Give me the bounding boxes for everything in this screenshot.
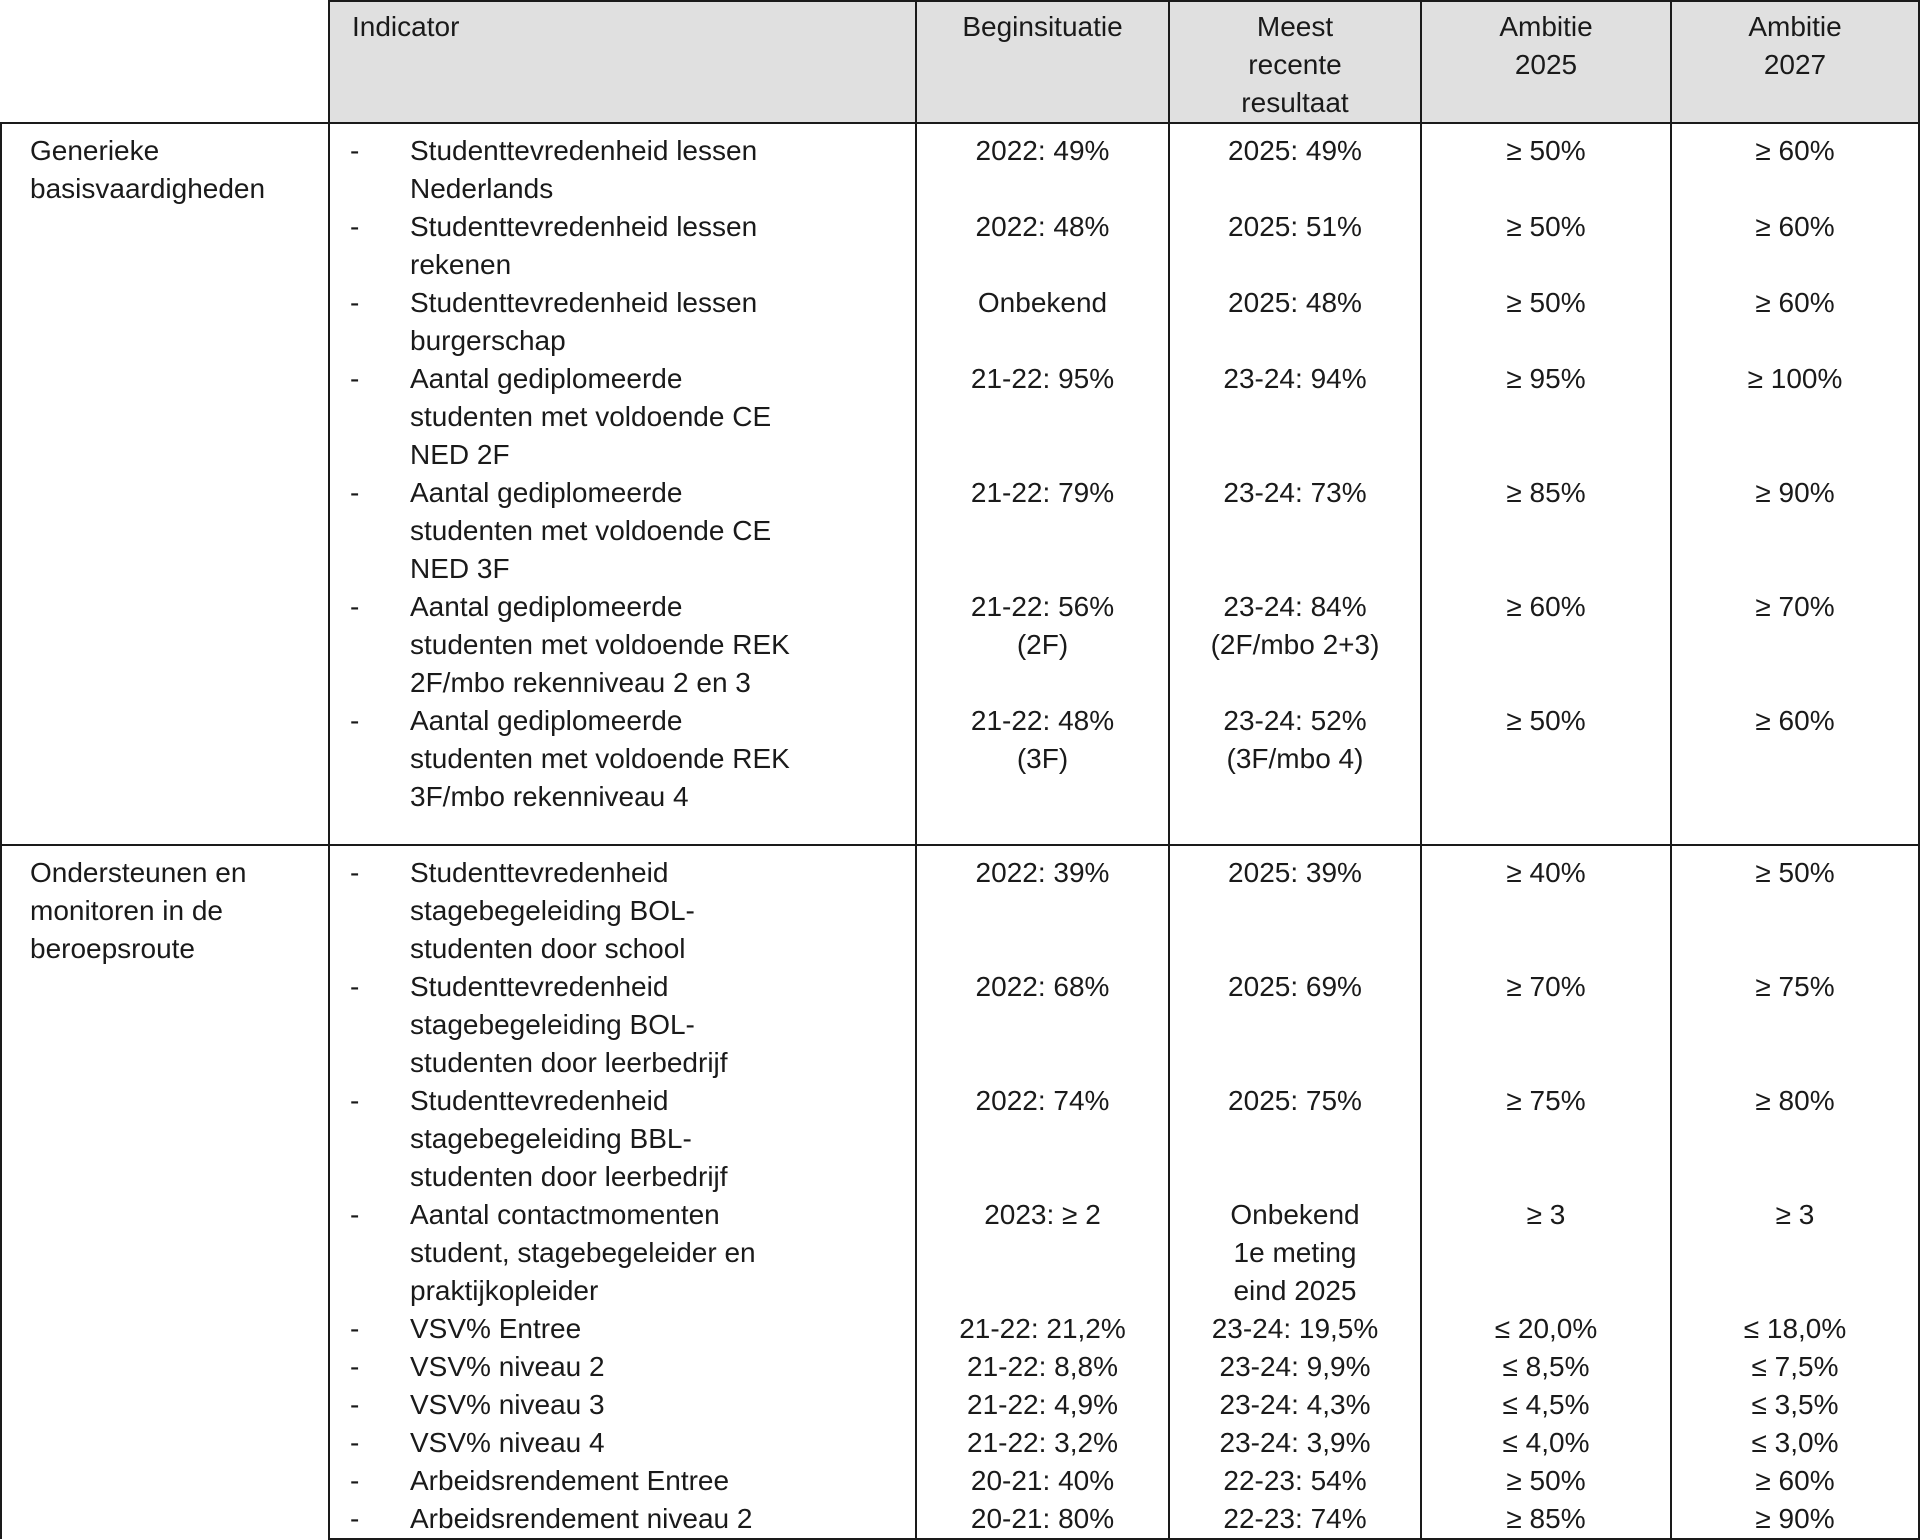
header-blank-cell — [1, 1, 329, 123]
value-line: ≥ 85% — [1506, 1503, 1586, 1534]
recent-result-cell — [1169, 474, 1421, 588]
indicator-cell — [329, 968, 916, 1082]
ambitie-2027-cell — [1671, 1348, 1919, 1386]
indicator-line: NED 3F — [410, 553, 510, 584]
value-line: 23-24: 3,9% — [1219, 1427, 1371, 1458]
table-row — [1, 845, 1919, 968]
value-line: ≥ 80% — [1755, 1085, 1835, 1116]
indicator-cell — [329, 1462, 916, 1500]
value-line: 20-21: 80% — [970, 1503, 1115, 1534]
value-line: 2022: 48% — [975, 211, 1110, 242]
indicator-line: Studenttevredenheid — [410, 971, 669, 1002]
value-line: 23-24: 19,5% — [1211, 1313, 1379, 1344]
value-line: 1e meting — [1233, 1237, 1357, 1268]
indicator-line: studenten door leerbedrijf — [410, 1161, 728, 1192]
indicator-cell — [329, 1310, 916, 1348]
value-line: ≥ 40% — [1506, 857, 1586, 888]
ambitie-2025-cell — [1421, 1424, 1671, 1462]
value-line: ≥ 60% — [1506, 591, 1586, 622]
bullet-dash: - — [350, 1313, 360, 1344]
beginsituatie-cell — [916, 1424, 1169, 1462]
value-line: 2023: ≥ 2 — [984, 1199, 1101, 1230]
indicator-line: stagebegeleiding BOL- — [410, 1009, 695, 1040]
ambitie-2025-cell — [1421, 1386, 1671, 1424]
beginsituatie-cell — [916, 1500, 1169, 1539]
ambitie-2027-cell — [1671, 588, 1919, 702]
beginsituatie-cell — [916, 284, 1169, 360]
indicator-line: burgerschap — [410, 325, 566, 356]
value-line: ≥ 60% — [1755, 135, 1835, 166]
bullet-dash: - — [350, 1199, 360, 1230]
ambitie-2027-cell — [1671, 1310, 1919, 1348]
ambitie-2025-cell — [1421, 1500, 1671, 1539]
indicator-cell — [329, 1500, 916, 1539]
value-line: 2025: 48% — [1228, 287, 1362, 318]
value-line: 2022: 74% — [975, 1085, 1110, 1116]
value-line: 23-24: 73% — [1223, 477, 1367, 508]
value-line: 21-22: 4,9% — [967, 1389, 1118, 1420]
indicator-cell — [329, 360, 916, 474]
value-line: ≥ 60% — [1755, 211, 1835, 242]
value-line: (2F) — [1016, 629, 1069, 660]
indicator-text — [410, 132, 915, 208]
recent-result-cell — [1169, 845, 1421, 968]
indicator-cell — [329, 702, 916, 845]
indicator-line: Studenttevredenheid lessen — [410, 211, 758, 242]
ambitie-2027-cell — [1671, 702, 1919, 845]
indicator-text — [410, 284, 915, 360]
value-line: 2022: 68% — [975, 971, 1110, 1002]
value-line: 23-24: 84% — [1223, 591, 1367, 622]
category-cell — [1, 123, 329, 845]
category-label: Generieke — [30, 135, 160, 166]
value-line: (3F/mbo 4) — [1226, 743, 1364, 774]
value-line: 21-22: 79% — [970, 477, 1115, 508]
recent-result-cell — [1169, 1424, 1421, 1462]
indicator-line: VSV% niveau 4 — [410, 1427, 605, 1458]
value-line: (3F) — [1016, 743, 1069, 774]
ambitie-2025-cell — [1421, 702, 1671, 845]
indicator-line: Aantal gediplomeerde — [410, 591, 683, 622]
indicator-line: studenten met voldoende CE — [410, 401, 772, 432]
bullet-dash: - — [350, 1389, 360, 1420]
indicator-line: Nederlands — [410, 173, 554, 204]
recent-result-cell — [1169, 1196, 1421, 1310]
beginsituatie-cell — [916, 1348, 1169, 1386]
recent-result-cell — [1169, 1082, 1421, 1196]
value-line: ≥ 60% — [1755, 705, 1835, 736]
ambitie-2025-cell — [1421, 1196, 1671, 1310]
bullet-dash: - — [350, 1503, 360, 1534]
ambitie-2025-cell — [1421, 208, 1671, 284]
indicator-line: Aantal gediplomeerde — [410, 477, 683, 508]
header-ambitie-2027: Ambitie 2027 — [1671, 1, 1919, 123]
recent-result-cell — [1169, 702, 1421, 845]
value-line: 21-22: 56% — [970, 591, 1115, 622]
value-line: 21-22: 8,8% — [967, 1351, 1118, 1382]
category-label: beroepsroute — [30, 933, 196, 964]
indicator-line: 3F/mbo rekenniveau 4 — [410, 781, 689, 812]
ambitie-2027-cell — [1671, 1500, 1919, 1539]
indicator-line: stagebegeleiding BBL- — [410, 1123, 692, 1154]
ambitie-2025-cell — [1421, 588, 1671, 702]
recent-result-cell — [1169, 123, 1421, 208]
ambitie-2027-cell — [1671, 360, 1919, 474]
recent-result-cell — [1169, 1500, 1421, 1539]
indicator-text — [410, 968, 915, 1082]
value-line: 2025: 75% — [1228, 1085, 1362, 1116]
bullet-dash: - — [350, 971, 360, 1002]
ambitie-2027-cell — [1671, 1386, 1919, 1424]
value-line: ≥ 75% — [1755, 971, 1835, 1002]
ambitie-2025-cell — [1421, 284, 1671, 360]
indicator-line: studenten met voldoende CE — [410, 515, 772, 546]
value-line: ≤ 3,0% — [1751, 1427, 1839, 1458]
value-line: 2025: 69% — [1228, 971, 1362, 1002]
value-line: Onbekend — [977, 287, 1108, 318]
header-indicator: Indicator — [329, 1, 916, 123]
ambitie-2027-cell — [1671, 1196, 1919, 1310]
value-line: 21-22: 3,2% — [967, 1427, 1118, 1458]
indicator-line: Studenttevredenheid — [410, 857, 669, 888]
indicator-text — [410, 854, 915, 968]
value-line: ≥ 3 — [1526, 1199, 1566, 1230]
indicator-cell — [329, 845, 916, 968]
indicator-line: VSV% niveau 2 — [410, 1351, 605, 1382]
beginsituatie-cell — [916, 123, 1169, 208]
beginsituatie-cell — [916, 1462, 1169, 1500]
indicator-line: studenten door leerbedrijf — [410, 1047, 728, 1078]
ambitie-2027-cell — [1671, 208, 1919, 284]
beginsituatie-cell — [916, 588, 1169, 702]
indicator-text — [410, 360, 915, 474]
value-line: ≥ 50% — [1506, 211, 1586, 242]
value-line: 2025: 49% — [1228, 135, 1362, 166]
value-line: 2025: 39% — [1228, 857, 1362, 888]
value-line: ≤ 7,5% — [1751, 1351, 1839, 1382]
indicator-text — [410, 1196, 915, 1310]
indicator-text — [410, 1424, 915, 1462]
indicator-cell — [329, 1348, 916, 1386]
value-line: ≥ 3 — [1775, 1199, 1815, 1230]
value-line: 2022: 39% — [975, 857, 1110, 888]
value-line: 2025: 51% — [1228, 211, 1362, 242]
value-line: ≥ 70% — [1506, 971, 1586, 1002]
value-line: ≥ 100% — [1747, 363, 1843, 394]
indicator-cell — [329, 1082, 916, 1196]
value-line: (2F/mbo 2+3) — [1210, 629, 1380, 660]
recent-result-cell — [1169, 284, 1421, 360]
indicator-text — [410, 208, 915, 284]
beginsituatie-cell — [916, 1386, 1169, 1424]
value-line: ≥ 50% — [1506, 705, 1586, 736]
indicator-text — [410, 1310, 915, 1348]
category-label: Ondersteunen en — [30, 857, 247, 888]
value-line: 22-23: 74% — [1223, 1503, 1367, 1534]
recent-result-cell — [1169, 1462, 1421, 1500]
category-label: basisvaardigheden — [30, 173, 266, 204]
bullet-dash: - — [350, 1351, 360, 1382]
ambitie-2025-cell — [1421, 1310, 1671, 1348]
indicator-text — [410, 1348, 915, 1386]
table-row — [1, 123, 1919, 208]
value-line: 23-24: 4,3% — [1219, 1389, 1371, 1420]
indicator-line: rekenen — [410, 249, 512, 280]
bullet-dash: - — [350, 135, 360, 166]
value-line: ≤ 4,5% — [1502, 1389, 1590, 1420]
beginsituatie-cell — [916, 1310, 1169, 1348]
indicator-line: studenten met voldoende REK — [410, 743, 790, 774]
indicator-line: Arbeidsrendement niveau 2 — [410, 1503, 753, 1534]
value-line: 21-22: 48% — [970, 705, 1115, 736]
bullet-dash: - — [350, 1085, 360, 1116]
recent-result-cell — [1169, 1348, 1421, 1386]
indicator-text — [410, 474, 915, 588]
beginsituatie-cell — [916, 1082, 1169, 1196]
value-line: ≥ 60% — [1755, 1465, 1835, 1496]
ambitie-2027-cell — [1671, 474, 1919, 588]
indicator-line: studenten door school — [410, 933, 686, 964]
beginsituatie-cell — [916, 1196, 1169, 1310]
indicator-text — [410, 588, 915, 702]
value-line: 2022: 49% — [975, 135, 1110, 166]
ambitie-2025-cell — [1421, 845, 1671, 968]
value-line: ≤ 3,5% — [1751, 1389, 1839, 1420]
value-line: ≥ 90% — [1755, 477, 1835, 508]
value-line: 20-21: 40% — [970, 1465, 1115, 1496]
header-row — [1, 1, 1919, 123]
value-line: 21-22: 21,2% — [959, 1313, 1126, 1344]
recent-result-cell — [1169, 1386, 1421, 1424]
recent-result-cell — [1169, 360, 1421, 474]
ambitie-2027-cell — [1671, 123, 1919, 208]
indicator-cell — [329, 208, 916, 284]
value-line: ≥ 95% — [1506, 363, 1586, 394]
indicator-line: NED 2F — [410, 439, 510, 470]
beginsituatie-cell — [916, 474, 1169, 588]
indicator-line: Aantal gediplomeerde — [410, 363, 683, 394]
ambitie-2027-cell — [1671, 1462, 1919, 1500]
indicator-cell — [329, 588, 916, 702]
header-beginsituatie: Beginsituatie — [916, 1, 1169, 123]
indicator-line: studenten met voldoende REK — [410, 629, 790, 660]
value-line: ≤ 18,0% — [1743, 1313, 1847, 1344]
value-line: ≥ 50% — [1755, 857, 1835, 888]
beginsituatie-cell — [916, 208, 1169, 284]
value-line: ≥ 50% — [1506, 287, 1586, 318]
value-line: ≥ 85% — [1506, 477, 1586, 508]
indicator-line: Studenttevredenheid lessen — [410, 287, 758, 318]
indicator-text — [410, 1082, 915, 1196]
indicator-cell — [329, 474, 916, 588]
category-cell — [1, 845, 329, 1539]
category-label: monitoren in de — [30, 895, 224, 926]
value-line: ≥ 60% — [1755, 287, 1835, 318]
ambitie-2025-cell — [1421, 1082, 1671, 1196]
table-body — [1, 123, 1919, 1539]
bullet-dash: - — [350, 287, 360, 318]
indicator-cell — [329, 1386, 916, 1424]
indicator-line: Studenttevredenheid — [410, 1085, 669, 1116]
value-line: ≥ 50% — [1506, 1465, 1586, 1496]
indicator-cell — [329, 1424, 916, 1462]
bullet-dash: - — [350, 857, 360, 888]
indicator-line: Aantal gediplomeerde — [410, 705, 683, 736]
indicator-line: Arbeidsrendement Entree — [410, 1465, 730, 1496]
ambitie-2027-cell — [1671, 1082, 1919, 1196]
value-line: Onbekend — [1230, 1199, 1360, 1230]
value-line: ≥ 70% — [1755, 591, 1835, 622]
indicator-text — [410, 1462, 915, 1500]
value-line: ≥ 50% — [1506, 135, 1586, 166]
value-line: 23-24: 9,9% — [1219, 1351, 1371, 1382]
value-line: ≤ 4,0% — [1502, 1427, 1590, 1458]
value-line: 22-23: 54% — [1223, 1465, 1367, 1496]
indicator-cell — [329, 284, 916, 360]
bullet-dash: - — [350, 1465, 360, 1496]
ambitie-2027-cell — [1671, 1424, 1919, 1462]
ambitie-2025-cell — [1421, 1462, 1671, 1500]
value-line: 23-24: 52% — [1223, 705, 1367, 736]
indicator-line: Studenttevredenheid lessen — [410, 135, 758, 166]
indicator-line: stagebegeleiding BOL- — [410, 895, 695, 926]
value-line: ≥ 90% — [1755, 1503, 1835, 1534]
ambitie-2027-cell — [1671, 968, 1919, 1082]
bullet-dash: - — [350, 477, 360, 508]
bullet-dash: - — [350, 705, 360, 736]
recent-result-cell — [1169, 968, 1421, 1082]
header-ambitie-2025: Ambitie 2025 — [1421, 1, 1671, 123]
value-line: ≤ 8,5% — [1502, 1351, 1590, 1382]
indicator-cell — [329, 1196, 916, 1310]
indicator-text — [410, 1386, 915, 1424]
value-line: 21-22: 95% — [970, 363, 1115, 394]
value-line: eind 2025 — [1233, 1275, 1357, 1306]
bullet-dash: - — [350, 363, 360, 394]
ambitie-2025-cell — [1421, 360, 1671, 474]
beginsituatie-cell — [916, 845, 1169, 968]
recent-result-cell — [1169, 1310, 1421, 1348]
ambitie-2025-cell — [1421, 1348, 1671, 1386]
bullet-dash: - — [350, 211, 360, 242]
recent-result-cell — [1169, 208, 1421, 284]
indicator-line: 2F/mbo rekenniveau 2 en 3 — [410, 667, 751, 698]
indicator-text — [410, 702, 915, 816]
ambitie-2025-cell — [1421, 474, 1671, 588]
indicator-line: Aantal contactmomenten — [410, 1199, 720, 1230]
beginsituatie-cell — [916, 702, 1169, 845]
recent-result-cell — [1169, 588, 1421, 702]
value-line: ≤ 20,0% — [1494, 1313, 1598, 1344]
indicator-line: VSV% niveau 3 — [410, 1389, 605, 1420]
indicator-line: praktijkopleider — [410, 1275, 599, 1306]
indicator-line: student, stagebegeleider en — [410, 1237, 756, 1268]
indicator-cell — [329, 123, 916, 208]
ambitie-2027-cell — [1671, 284, 1919, 360]
ambitie-2027-cell — [1671, 845, 1919, 968]
header-meest-recente-resultaat: Meest recente resultaat — [1169, 1, 1421, 123]
ambitie-2025-cell — [1421, 123, 1671, 208]
beginsituatie-cell — [916, 968, 1169, 1082]
indicator-line: VSV% Entree — [410, 1313, 582, 1344]
bullet-dash: - — [350, 591, 360, 622]
ambitie-2025-cell — [1421, 968, 1671, 1082]
value-line: 23-24: 94% — [1223, 363, 1367, 394]
value-line: ≥ 75% — [1506, 1085, 1586, 1116]
bullet-dash: - — [350, 1427, 360, 1458]
beginsituatie-cell — [916, 360, 1169, 474]
indicator-text — [410, 1500, 915, 1538]
